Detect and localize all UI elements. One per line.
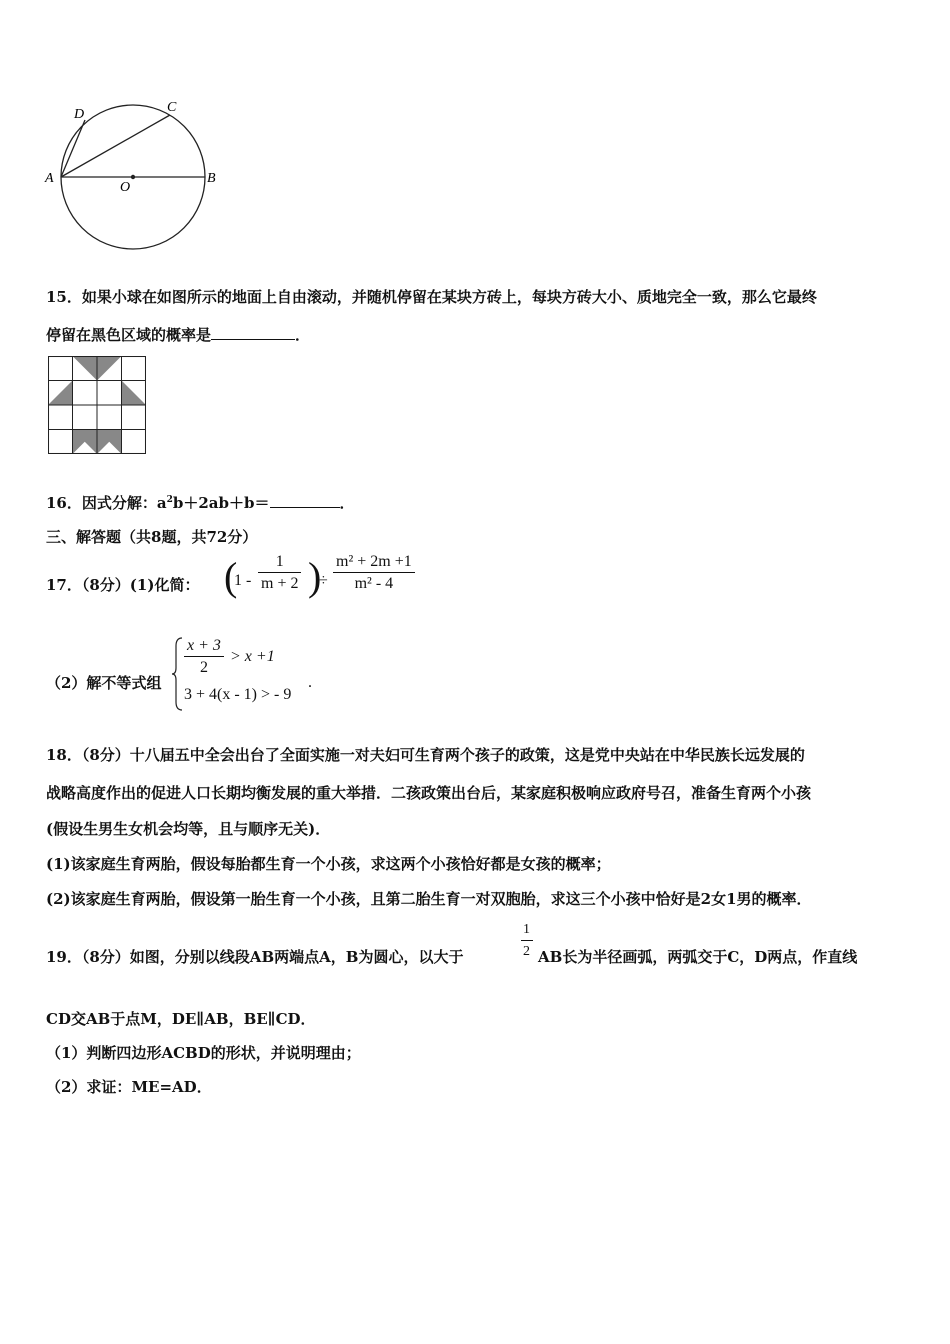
q19-frac-numerator: 1 bbox=[523, 922, 530, 937]
q15-answer-blank bbox=[211, 324, 295, 340]
tile-grid-figure bbox=[48, 356, 146, 454]
q17-part2-label: （2）解不等式组 bbox=[46, 674, 162, 692]
black-triangle bbox=[122, 381, 147, 406]
paren-right: ) bbox=[308, 554, 322, 599]
paren-left: ( bbox=[224, 554, 238, 599]
q18-line5: (2)该家庭生育两胎，假设第一胎生育一个小孩，且第二胎生育一对双胞胎，求这三个小孩中恰好是2女1男的概率． bbox=[46, 890, 812, 908]
ineq2: 3 + 4(x - 1) > - 9 bbox=[184, 686, 292, 703]
q15-line2-end: ． bbox=[295, 326, 311, 344]
q17-part2-period: . bbox=[308, 674, 312, 691]
q16-exponent: 2 bbox=[166, 495, 173, 505]
chord-ac bbox=[61, 115, 170, 177]
ineq1-fraction bbox=[184, 636, 224, 679]
outer-fraction bbox=[333, 552, 415, 595]
q15-line2-text: 停留在黑色区域的概率是 bbox=[46, 326, 212, 344]
chord-ad bbox=[61, 120, 85, 177]
black-triangle bbox=[97, 356, 122, 381]
q16-line bbox=[46, 492, 355, 513]
q19-text: 19．（8分）如图，分别以线段AB两端点A，B为圆心，以大于 bbox=[46, 948, 464, 966]
q19-fraction bbox=[520, 920, 533, 963]
label-d: D bbox=[74, 107, 85, 122]
q19-frac-denominator: 2 bbox=[523, 944, 530, 959]
grid-lines bbox=[48, 356, 146, 454]
label-c: C bbox=[167, 100, 177, 115]
label-a: A bbox=[45, 171, 54, 186]
black-triangle bbox=[73, 356, 98, 381]
q15-line2 bbox=[46, 324, 310, 345]
outer-numerator: m² + 2m +1 bbox=[333, 552, 415, 573]
division-sign: ÷ bbox=[319, 572, 328, 589]
label-b: B bbox=[207, 171, 216, 186]
circle-figure bbox=[40, 95, 240, 255]
q18-line3: (假设生男生女机会均等，且与顺序无关)． bbox=[46, 820, 331, 838]
ineq1-numerator: x + 3 bbox=[184, 636, 224, 657]
outer-denominator: m² - 4 bbox=[354, 575, 394, 592]
q15-line1: 15．如果小球在如图所示的地面上自由滚动，并随机停留在某块方砖上，每块方砖大小、质地完全一致，那么它最终 bbox=[46, 288, 817, 306]
one-minus: 1 - bbox=[234, 572, 252, 589]
q18-line2: 战略高度作出的促进人口长期均衡发展的重大举措．二孩政策出台后，某家庭积极响应政府号召，准备生育两个小孩 bbox=[46, 784, 812, 802]
q17-label: 17．（8分）(1)化简： bbox=[46, 576, 200, 594]
system-brace bbox=[172, 636, 184, 712]
section-3-title: 三、解答题（共8题，共72分） bbox=[46, 528, 258, 546]
q19-sub1: （1）判断四边形ACBD的形状，并说明理由； bbox=[46, 1044, 361, 1062]
q19-text-2: AB长为半径画弧，两弧交于C，D两点，作直线 bbox=[538, 948, 858, 966]
q18-line1: 18．（8分）十八届五中全会出台了全面实施一对夫妇可生育两个孩子的政策，这是党中央站在中华民族长远发展的 bbox=[46, 746, 805, 764]
q16-text-2: b＋2ab＋b＝ bbox=[172, 494, 270, 512]
q16-text: 16．因式分解：a bbox=[46, 494, 167, 512]
inner-fraction bbox=[258, 552, 301, 595]
q16-end: ． bbox=[339, 494, 355, 512]
center-point bbox=[131, 175, 135, 179]
q16-answer-blank bbox=[270, 492, 340, 508]
q19-line2: CD交AB于点M，DE∥AB，BE∥CD． bbox=[46, 1010, 316, 1028]
label-o: O bbox=[120, 180, 131, 195]
inner-denominator: m + 2 bbox=[261, 575, 299, 592]
ineq1-rhs: > x +1 bbox=[230, 648, 275, 665]
q19-sub2: （2）求证：ME=AD． bbox=[46, 1078, 212, 1096]
black-triangle bbox=[48, 381, 73, 406]
inner-numerator: 1 bbox=[258, 552, 301, 573]
q18-line4: (1)该家庭生育两胎，假设每胎都生育一个小孩，求这两个小孩恰好都是女孩的概率； bbox=[46, 855, 611, 873]
ineq1-denominator: 2 bbox=[199, 659, 208, 676]
